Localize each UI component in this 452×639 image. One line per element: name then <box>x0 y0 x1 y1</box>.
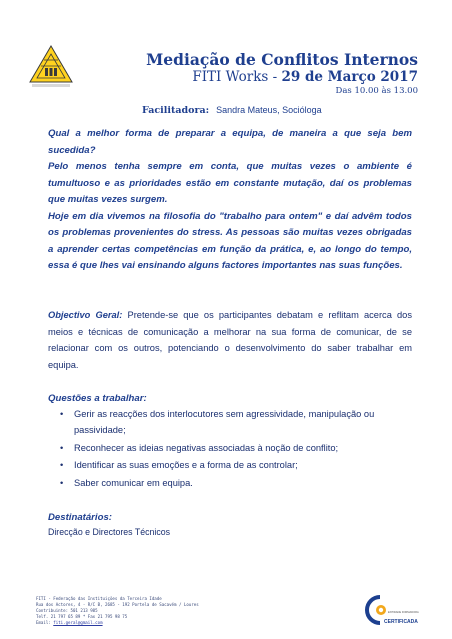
fiti-logo-icon <box>26 44 76 90</box>
questions-label: Questões a trabalhar: <box>48 393 147 404</box>
questions-list <box>58 406 402 492</box>
footer-line: FITI - Federação das Instituições da Terceira Idade <box>36 596 162 601</box>
recipients-label: Destinatários: <box>48 512 112 523</box>
footer-line: Telf. 21 797 65 89 * Fax 21 795 98 75 <box>36 614 128 619</box>
event-time: Das 10.00 às 13.00 <box>335 86 418 96</box>
objective-label: Objectivo Geral: <box>48 310 123 320</box>
facilitator-name: Sandra Mateus, Socióloga <box>216 105 322 115</box>
event-subtitle <box>146 69 418 86</box>
list-item: • Identificar as suas emoções e a forma de as controlar; <box>58 457 402 473</box>
certification-mark <box>366 593 419 627</box>
intro-paragraph: Qual a melhor forma de preparar a equipa, de maneira a que seja bem sucedida? <box>48 128 412 156</box>
certification-stamp: CERTIFICADA <box>384 619 418 625</box>
document-header <box>146 50 418 97</box>
intro-paragraph: Pelo menos tenha sempre em conta, que muitas vezes o ambiente é tumultuoso e as prioridades estão em constante mutação, daí os problemas que muitas vezes surgem. <box>48 161 412 205</box>
document-title: Mediação de Conflitos Internos <box>146 50 418 69</box>
footer-line: Rua dos Actores, 4 - R/C B, 2685 - 192 Portela de Sacavém / Loures <box>36 602 199 607</box>
footer-line: Contribuinte: 501 213 985 <box>36 608 98 613</box>
footer-email-link[interactable]: fiti.geral@gmail.com <box>53 620 103 625</box>
intro-paragraph: Hoje em dia vivemos na filosofia do "trabalho para ontem" e daí advêm todos os problemas provenientes do stress. As pessoas são muitas vezes obrigadas a aprender certas competências em função da prática, e, ao longo do tempo, essa é que lhes vai ensinando alguns factores importantes nas suas funções. <box>48 210 412 271</box>
objective-text: Pretende-se que os participantes debatam e reflitam acerca dos meios e técnicas de comunicação a melhorar na sua forma de comunicar, de se relacionar com os outros, potenciando o desenvolvimento do saber trabalhar em equipa. <box>48 310 412 370</box>
certification-label: ENTIDADE FORMADORA <box>388 611 419 614</box>
footer-address <box>36 596 199 626</box>
footer-email-line <box>36 620 199 626</box>
recipients-value: Direcção e Directores Técnicos <box>48 527 171 537</box>
list-item: • Gerir as reacções dos interlocutores sem agressividade, manipulação ou passividade; <box>58 406 402 438</box>
fiti-logo <box>26 44 76 90</box>
intro-section <box>48 126 412 275</box>
objective-section <box>48 307 412 373</box>
facilitator-label: Facilitadora: <box>142 105 210 116</box>
list-item: • Saber comunicar em equipa. <box>58 475 402 491</box>
event-name: FITI Works - <box>192 69 282 85</box>
facilitator-line <box>142 105 322 116</box>
event-date: 29 de Março 2017 <box>281 69 418 85</box>
list-item: • Reconhecer as ideias negativas associadas à noção de conflito; <box>58 440 402 456</box>
footer-email-label: Email: <box>36 620 51 625</box>
certified-entity-icon <box>366 593 419 627</box>
